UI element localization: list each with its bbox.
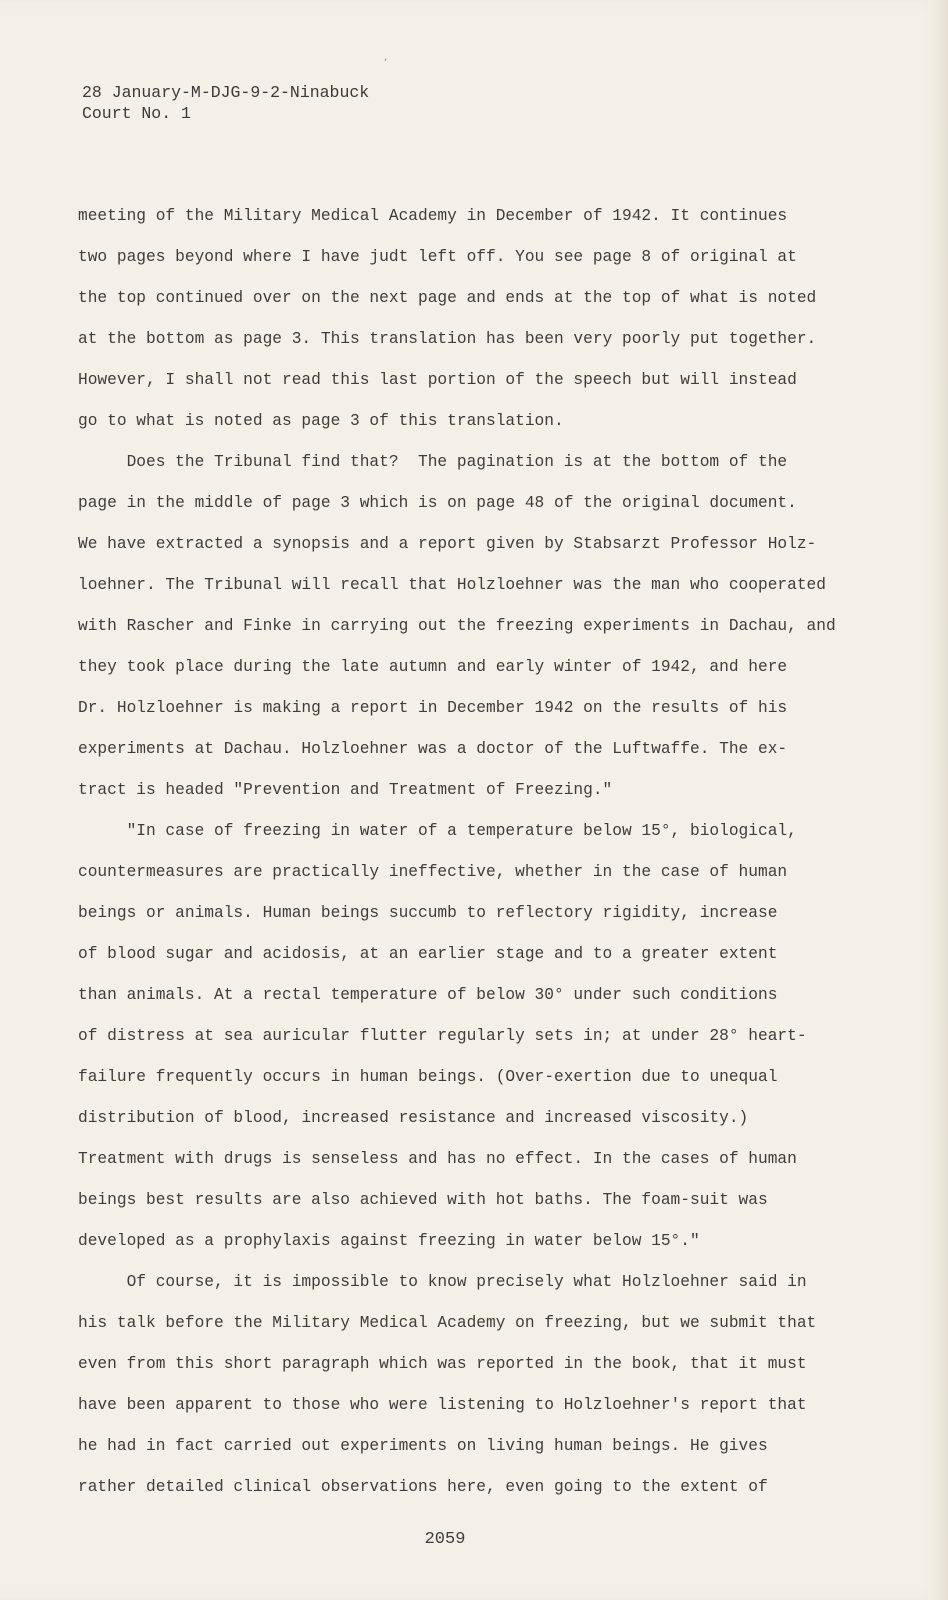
transcript-line: tract is headed "Prevention and Treatment of Freezing." — [78, 781, 613, 799]
transcript-line: of blood sugar and acidosis, at an earlier stage and to a greater extent — [78, 945, 778, 963]
transcript-line: even from this short paragraph which was reported in the book, that it must — [78, 1355, 807, 1373]
header-reference: 28 January-M-DJG-9-2-Ninabuck — [82, 83, 370, 102]
transcript-line: go to what is noted as page 3 of this translation. — [78, 412, 564, 430]
transcript-line: meeting of the Military Medical Academy in December of 1942. It continues — [78, 207, 788, 225]
document-header — [82, 82, 369, 124]
stray-mark: , — [384, 52, 388, 63]
transcript-line: the top continued over on the next page and ends at the top of what is noted — [78, 289, 817, 307]
transcript-line: two pages beyond where I have judt left off. You see page 8 of original at — [78, 248, 797, 266]
transcript-line: Of course, it is impossible to know precisely what Holzloehner said in — [78, 1273, 807, 1291]
transcript-line: Does the Tribunal find that? The pagination is at the bottom of the — [78, 453, 788, 471]
transcript-line: page in the middle of page 3 which is on page 48 of the original document. — [78, 494, 797, 512]
transcript-body — [78, 204, 858, 1516]
transcript-line: than animals. At a rectal temperature of below 30° under such conditions — [78, 986, 778, 1004]
transcript-line: "In case of freezing in water of a temperature below 15°, biological, — [78, 822, 797, 840]
transcript-line: developed as a prophylaxis against freezing in water below 15°." — [78, 1232, 700, 1250]
transcript-line: of distress at sea auricular flutter regularly sets in; at under 28° heart- — [78, 1027, 807, 1045]
transcript-line: loehner. The Tribunal will recall that Holzloehner was the man who cooperated — [78, 576, 826, 594]
transcript-line: Treatment with drugs is senseless and has no effect. In the cases of human — [78, 1150, 797, 1168]
page-number: 2059 — [424, 1530, 466, 1549]
transcript-line: We have extracted a synopsis and a report given by Stabsarzt Professor Holz- — [78, 535, 817, 553]
transcript-line: However, I shall not read this last portion of the speech but will instead — [78, 371, 797, 389]
transcript-line: rather detailed clinical observations here, even going to the extent of — [78, 1478, 768, 1496]
transcript-line: failure frequently occurs in human beings. (Over-exertion due to unequal — [78, 1068, 778, 1086]
transcript-line: distribution of blood, increased resistance and increased viscosity.) — [78, 1109, 749, 1127]
transcript-line: experiments at Dachau. Holzloehner was a doctor of the Luftwaffe. The ex- — [78, 740, 788, 758]
transcript-line: countermeasures are practically ineffective, whether in the case of human — [78, 863, 788, 881]
transcript-line: beings or animals. Human beings succumb to reflectory rigidity, increase — [78, 904, 778, 922]
transcript-line: beings best results are also achieved with hot baths. The foam-suit was — [78, 1191, 768, 1209]
transcript-line: have been apparent to those who were listening to Holzloehner's report that — [78, 1396, 807, 1414]
transcript-line: his talk before the Military Medical Academy on freezing, but we submit that — [78, 1314, 817, 1332]
transcript-line: Dr. Holzloehner is making a report in December 1942 on the results of his — [78, 699, 788, 717]
transcript-line: at the bottom as page 3. This translation has been very poorly put together. — [78, 330, 817, 348]
page-edge-shadow — [928, 0, 948, 1600]
header-court: Court No. 1 — [82, 104, 191, 123]
transcript-line: he had in fact carried out experiments on living human beings. He gives — [78, 1437, 768, 1455]
transcript-line: with Rascher and Finke in carrying out the freezing experiments in Dachau, and — [78, 617, 836, 635]
transcript-line: they took place during the late autumn and early winter of 1942, and here — [78, 658, 788, 676]
